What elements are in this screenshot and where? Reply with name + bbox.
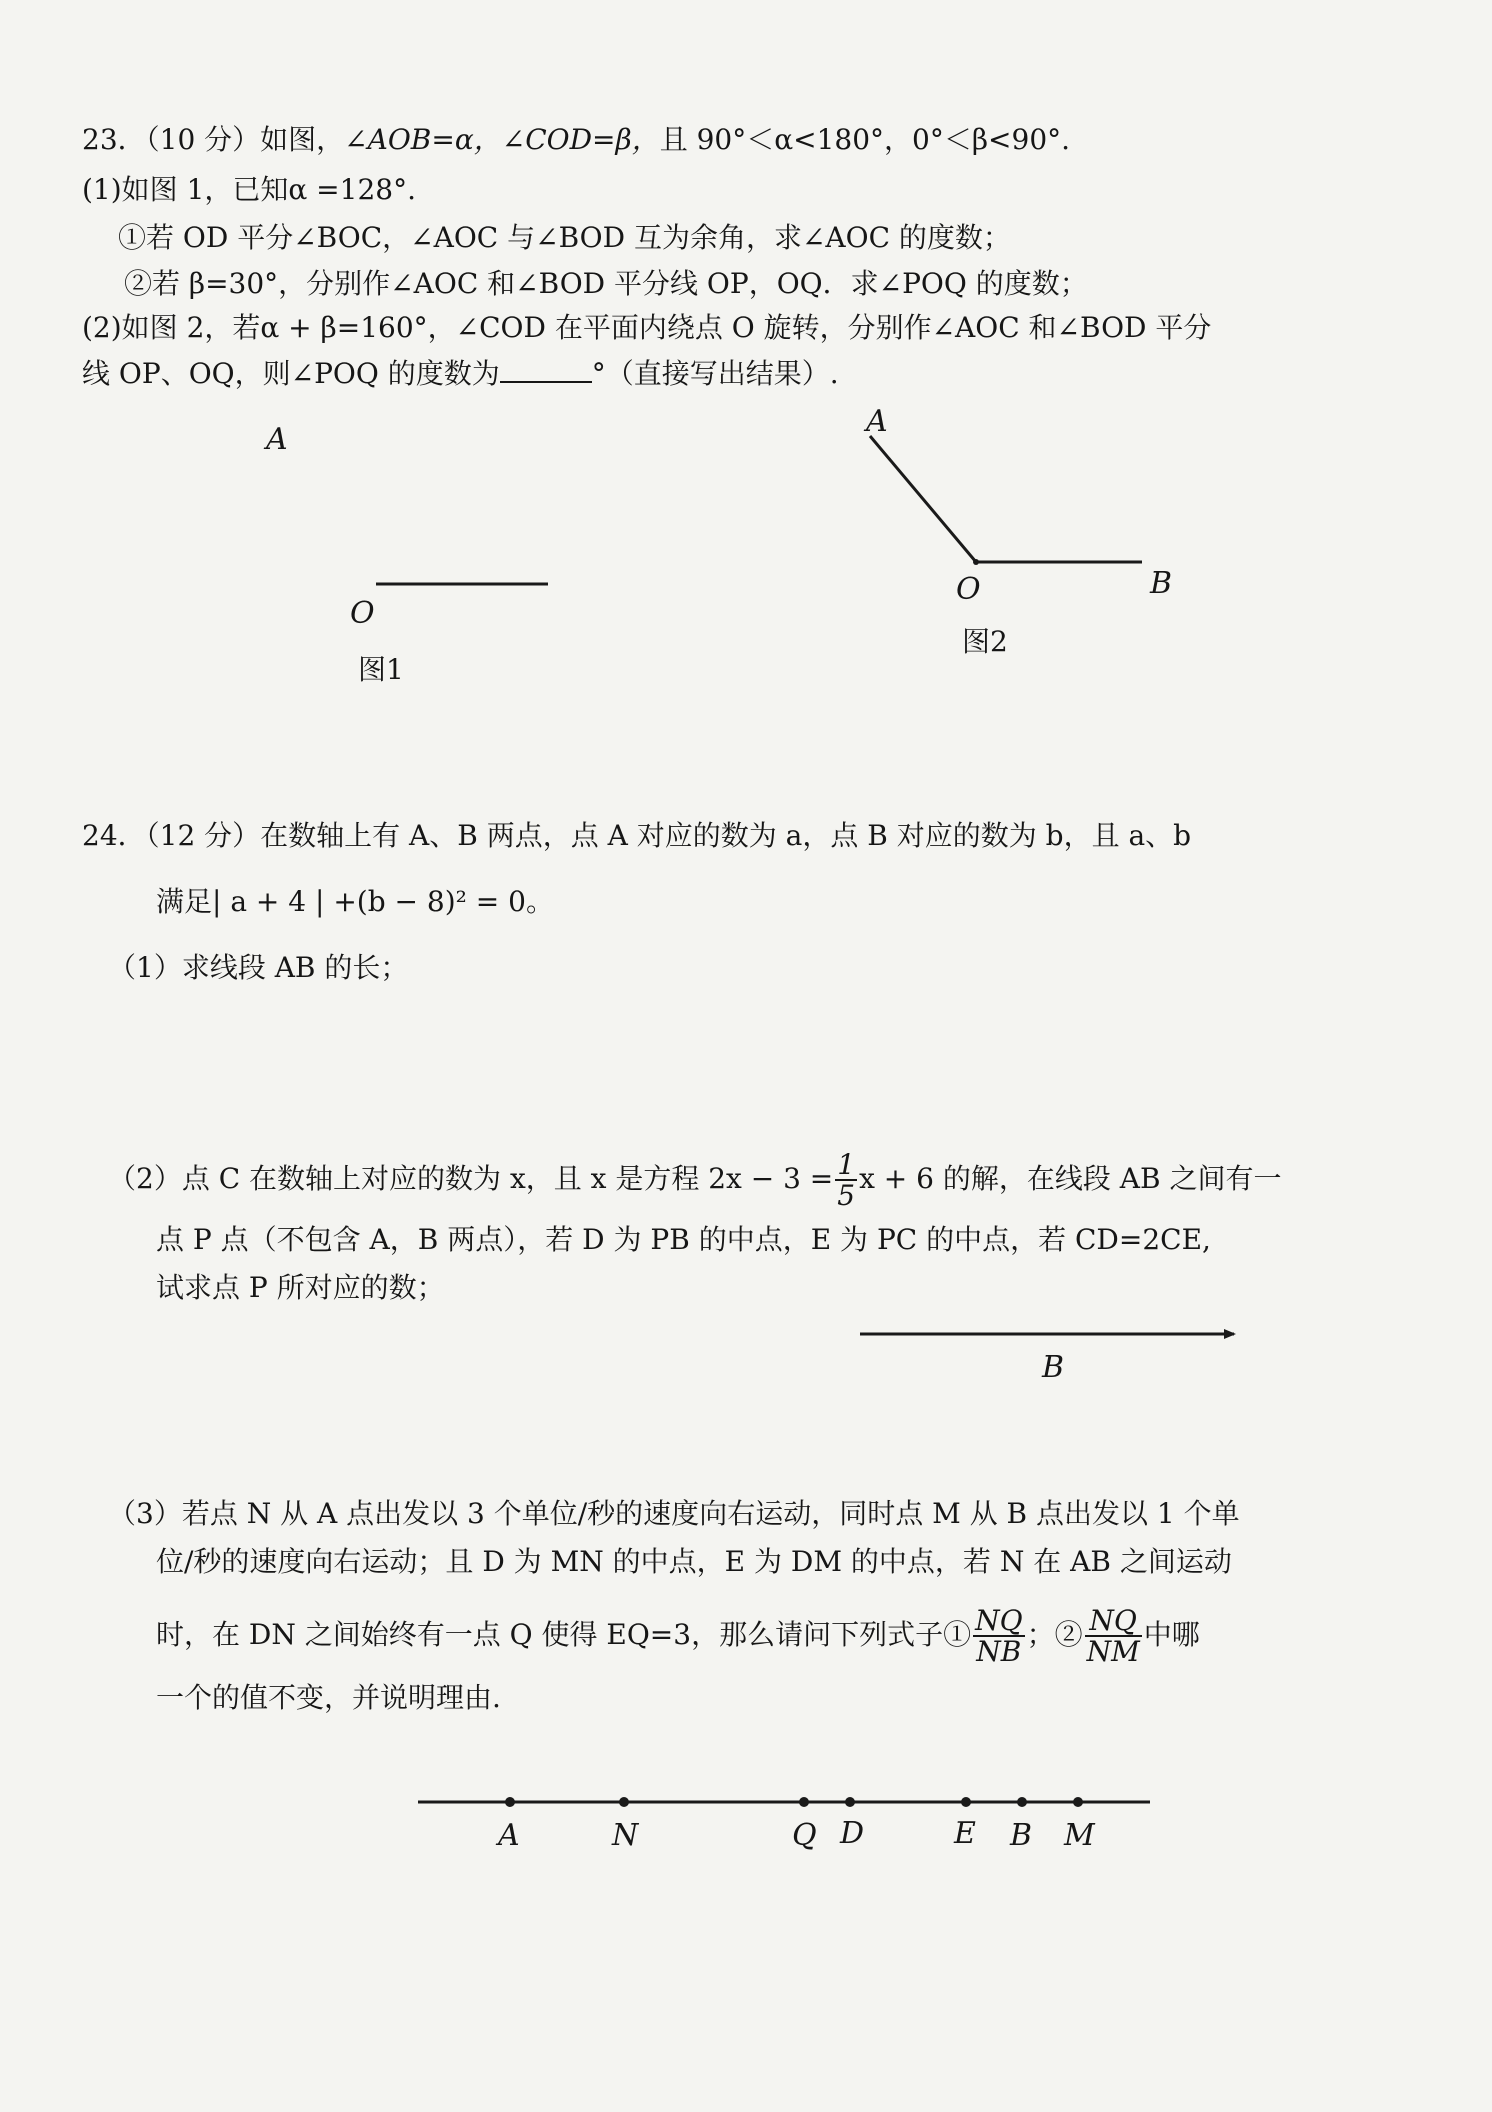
q24-part2-line2: 点 P 点（不包含 A，B 两点），若 D 为 PB 的中点，E 为 PC 的中点，若 CD=2CE, [156, 1223, 1211, 1256]
fraction-numerator: NQ [1085, 1606, 1142, 1637]
fig2-label-o: O [956, 572, 981, 607]
nl-point-m [1073, 1797, 1083, 1807]
fig1-label-o: O [350, 596, 375, 631]
q24-part3-line1: （3）若点 N 从 A 点出发以 3 个单位/秒的速度向右运动，同时点 M 从 B 点出发以 1 个单 [108, 1497, 1240, 1530]
nl-label-m: M [1064, 1818, 1095, 1853]
q23-part2-text: 线 OP、OQ，则∠POQ 的度数为 [82, 357, 500, 390]
q23-part1-intro: (1)如图 1，已知α =128°. [82, 173, 416, 206]
nl-point-n [619, 1797, 629, 1807]
angle-aob: AOB=α [367, 123, 474, 156]
q24-part2-line1 [108, 1150, 1281, 1211]
q24-part3-separator: ；② [1026, 1617, 1083, 1651]
fig1-label-a: A [266, 422, 288, 457]
nl-point-b [1017, 1797, 1027, 1807]
q24-part2-label-b: B [1042, 1350, 1065, 1385]
fraction-denominator: 5 [837, 1179, 856, 1213]
q24-part3-line3 [156, 1606, 1200, 1667]
nl-label-d: D [840, 1816, 865, 1851]
q24-part3-line2: 位/秒的速度向右运动；且 D 为 MN 的中点，E 为 DM 的中点，若 N 在 AB 之间运动 [156, 1545, 1232, 1578]
fraction-nq-nb [973, 1606, 1024, 1667]
nl-point-a [505, 1797, 515, 1807]
nl-point-e [961, 1797, 971, 1807]
nl-label-n: N [612, 1818, 639, 1853]
q24-part3-line4: 一个的值不变，并说明理由. [156, 1681, 501, 1714]
nl-point-d [845, 1797, 855, 1807]
q23-part2-line1: (2)如图 2，若α + β=160°，∠COD 在平面内绕点 O 旋转，分别作∠AOC 和∠BOD 平分 [82, 311, 1212, 344]
fraction-numerator: 1 [837, 1148, 856, 1181]
fig2-caption: 图2 [962, 625, 1008, 658]
q24-condition: 满足| a + 4 | +(b − 8)² = 0。 [156, 885, 554, 918]
q23-sub2: ②若 β=30°，分别作∠AOC 和∠BOD 平分线 OP，OQ．求∠POQ 的度数； [124, 267, 1088, 300]
nl-label-a: A [498, 1818, 520, 1853]
fraction-denominator: NM [1086, 1635, 1140, 1669]
fig2-ray-oa [870, 436, 976, 562]
q23-part2-suffix: °（直接写出结果）. [591, 357, 839, 390]
q24-part2-text-cont: x + 6 的解，在线段 AB 之间有一 [859, 1161, 1282, 1195]
q24-part2-arrowhead [1224, 1329, 1236, 1339]
q24-part1: （1）求线段 AB 的长； [108, 951, 409, 984]
fraction-one-fifth [835, 1150, 857, 1211]
q23-number-label: 23．（10 分）如图，∠ [82, 123, 368, 156]
nl-point-q [799, 1797, 809, 1807]
fraction-numerator: NQ [975, 1604, 1023, 1637]
nl-label-q: Q [792, 1818, 817, 1853]
nl-label-e: E [954, 1816, 976, 1851]
q23-sub1: ①若 OD 平分∠BOC，∠AOC 与∠BOD 互为余角，求∠AOC 的度数； [118, 221, 1011, 254]
q24-part2-line3: 试求点 P 所对应的数； [156, 1271, 445, 1304]
q24-part2-text: （2）点 C 在数轴上对应的数为 x，且 x 是方程 2x − 3 = [108, 1161, 834, 1195]
fig2-point-o [973, 559, 979, 565]
q24-part3-text-end: 中哪 [1143, 1617, 1200, 1651]
q24-line1: 24．（12 分）在数轴上有 A、B 两点，点 A 对应的数为 a，点 B 对应的数为 b，且 a、b [82, 819, 1192, 852]
angle-cod: ，∠COD=β， [473, 123, 660, 156]
fig1-caption: 图1 [358, 653, 404, 686]
fraction-nq-nm [1085, 1606, 1142, 1667]
angle-conditions: 且 90°＜α<180°，0°＜β<90°. [659, 123, 1071, 156]
q24-part3-text: 时，在 DN 之间始终有一点 Q 使得 EQ=3，那么请问下列式子① [156, 1617, 972, 1651]
fraction-denominator: NB [976, 1635, 1022, 1669]
fig2-label-a: A [866, 404, 888, 439]
nl-label-b: B [1010, 1818, 1033, 1853]
fig2-label-b: B [1150, 566, 1173, 601]
